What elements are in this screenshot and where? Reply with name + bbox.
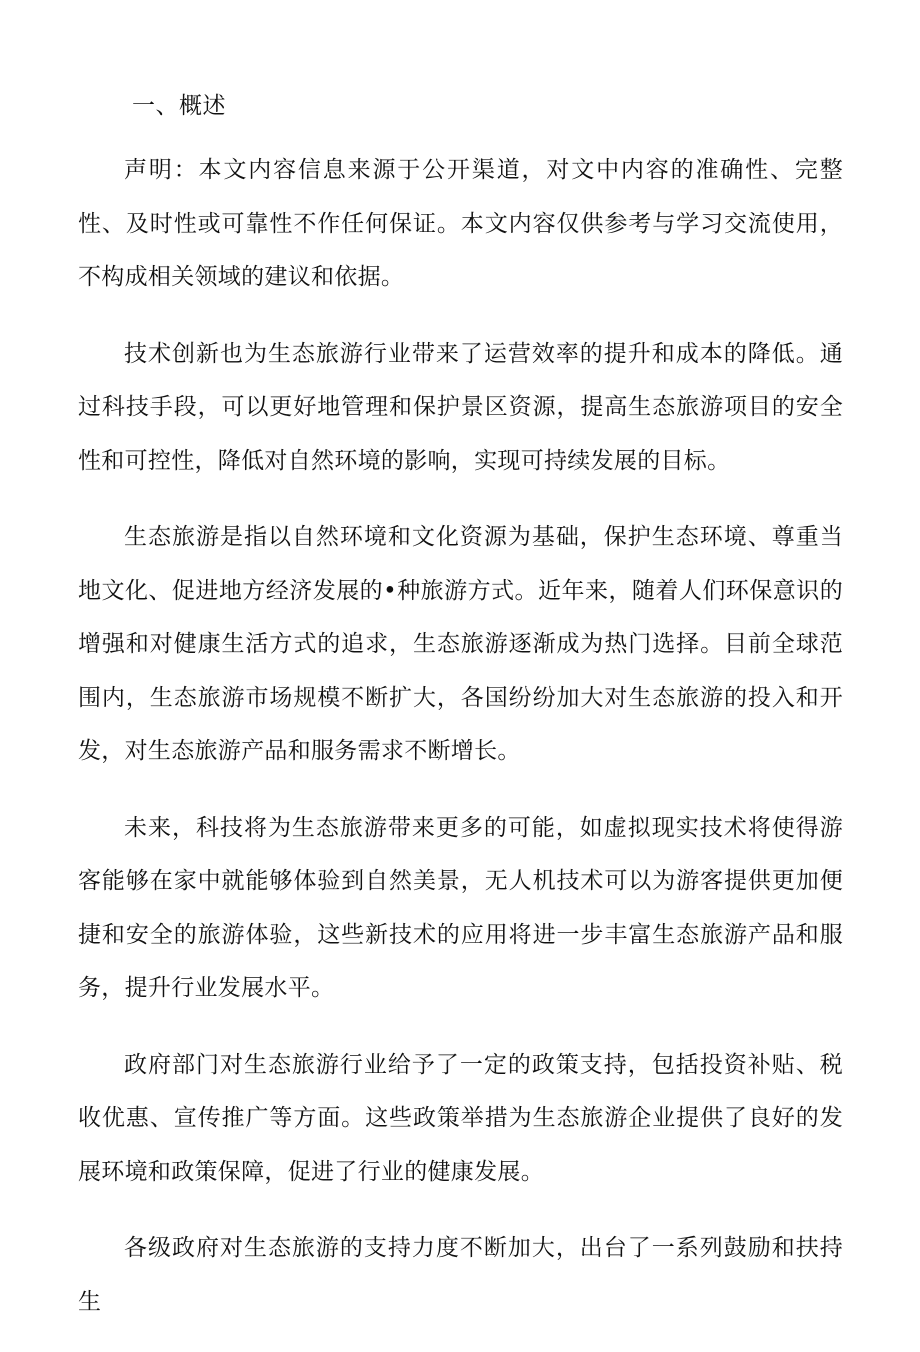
future-technology-paragraph: 未来，科技将为生态旅游带来更多的可能，如虚拟现实技术将使得游客能够在家中就能够体验到自然美景，无人机技术可以为游客提供更加便捷和安全的旅游体验，这些新技术的应用将进一步丰富生态旅游产品和服务，提升行业发展水平。 [78,814,843,1001]
disclaimer-paragraph: 声明：本文内容信息来源于公开渠道，对文中内容的准确性、完整性、及时性或可靠性不作任何保证。本文内容仅供参考与学习交流使用，不构成相关领域的建议和依据。 [78,157,843,290]
tech-innovation-paragraph: 技术创新也为生态旅游行业带来了运营效率的提升和成本的降低。通过科技手段，可以更好地管理和保护景区资源，提高生态旅游项目的安全性和可控性，降低对自然环境的影响，实现可持续发展的目标。 [78,340,843,474]
policy-support-paragraph: 政府部门对生态旅游行业给予了一定的政策支持，包括投资补贴、税收优惠、宣传推广等方面。这些政策举措为生态旅游企业提供了良好的发展环境和政策保障，促进了行业的健康发展。 [78,1051,843,1185]
eco-tourism-definition-paragraph: 生态旅游是指以自然环境和文化资源为基础，保护生态环境、尊重当地文化、促进地方经济发展的•种旅游方式。近年来，随着人们环保意识的增强和对健康生活方式的追求，生态旅游逐渐成为热门选择。目前全球范围内，生态旅游市场规模不断扩大，各国纷纷加大对生态旅游的投入和开发，对生态旅游产品和服务需求不断增长。 [78,524,843,764]
section-heading: 一、概述 [132,93,226,119]
government-support-paragraph: 各级政府对生态旅游的支持力度不断加大，出台了一系列鼓励和扶持生 [78,1235,843,1315]
document-body [78,86,843,1352]
